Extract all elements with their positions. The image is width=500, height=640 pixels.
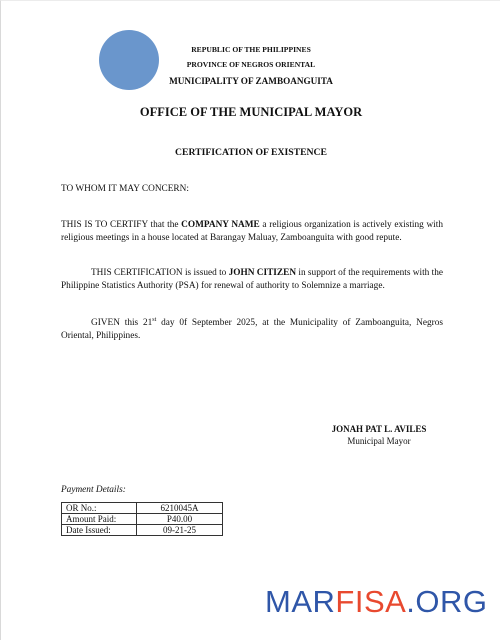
table-row bbox=[62, 503, 223, 514]
signatory-name: JONAH PAT L. AVILES bbox=[331, 424, 427, 434]
paragraph-issued-lead: THIS CERTIFICATION is issued to bbox=[91, 268, 229, 278]
paragraph-issued bbox=[61, 267, 443, 293]
paragraph-certify bbox=[61, 219, 443, 245]
watermark-part-1: MAR bbox=[265, 584, 336, 619]
payment-key: Amount Paid: bbox=[62, 514, 137, 525]
header-municipality: MUNICIPALITY OF ZAMBOANGUITA bbox=[169, 76, 333, 86]
payment-value: 09-21-25 bbox=[137, 525, 223, 536]
paragraph-certify-lead: THIS IS TO CERTIFY that the bbox=[61, 220, 182, 230]
payment-value: 6210045A bbox=[137, 503, 223, 514]
paragraph-given-lead: GIVEN this 21 bbox=[91, 318, 153, 328]
office-title: OFFICE OF THE MUNICIPAL MAYOR bbox=[139, 105, 363, 119]
table-row bbox=[62, 525, 223, 536]
payment-value: P40.00 bbox=[137, 514, 223, 525]
payment-details-label: Payment Details: bbox=[61, 485, 126, 495]
company-name: COMPANY NAME bbox=[181, 220, 260, 230]
header-republic: REPUBLIC OF THE PHILIPPINES bbox=[191, 45, 311, 54]
ordinal-suffix: st bbox=[152, 316, 157, 323]
payment-table bbox=[61, 502, 223, 536]
paragraph-issued-rest: in support of the requirements with the Philippine Statistics Authority (PSA) for renewal of authority to Solemnize a marriage. bbox=[61, 268, 443, 291]
watermark-part-3: .ORG bbox=[406, 584, 488, 619]
paragraph-certify-rest: a religious organization is actively existing with religious meetings in a house located at Barangay Maluay, Zamboanguita with good repute. bbox=[61, 220, 444, 243]
table-row bbox=[62, 514, 223, 525]
recipient-name: JOHN CITIZEN bbox=[228, 268, 297, 278]
certificate-title: CERTIFICATION OF EXISTENCE bbox=[175, 147, 327, 158]
paragraph-given-rest: day 0f September 2025, at the Municipality of Zamboanguita, Negros Oriental, Philippines. bbox=[61, 318, 443, 341]
watermark-logo bbox=[265, 584, 488, 620]
paragraph-given bbox=[61, 317, 443, 343]
salutation: TO WHOM IT MAY CONCERN: bbox=[61, 184, 189, 194]
signatory-title: Municipal Mayor bbox=[347, 436, 411, 446]
payment-key: Date Issued: bbox=[62, 525, 137, 536]
watermark-part-2: FISA bbox=[335, 584, 407, 619]
payment-key: OR No.: bbox=[62, 503, 137, 514]
header-province: PROVINCE OF NEGROS ORIENTAL bbox=[186, 60, 316, 69]
